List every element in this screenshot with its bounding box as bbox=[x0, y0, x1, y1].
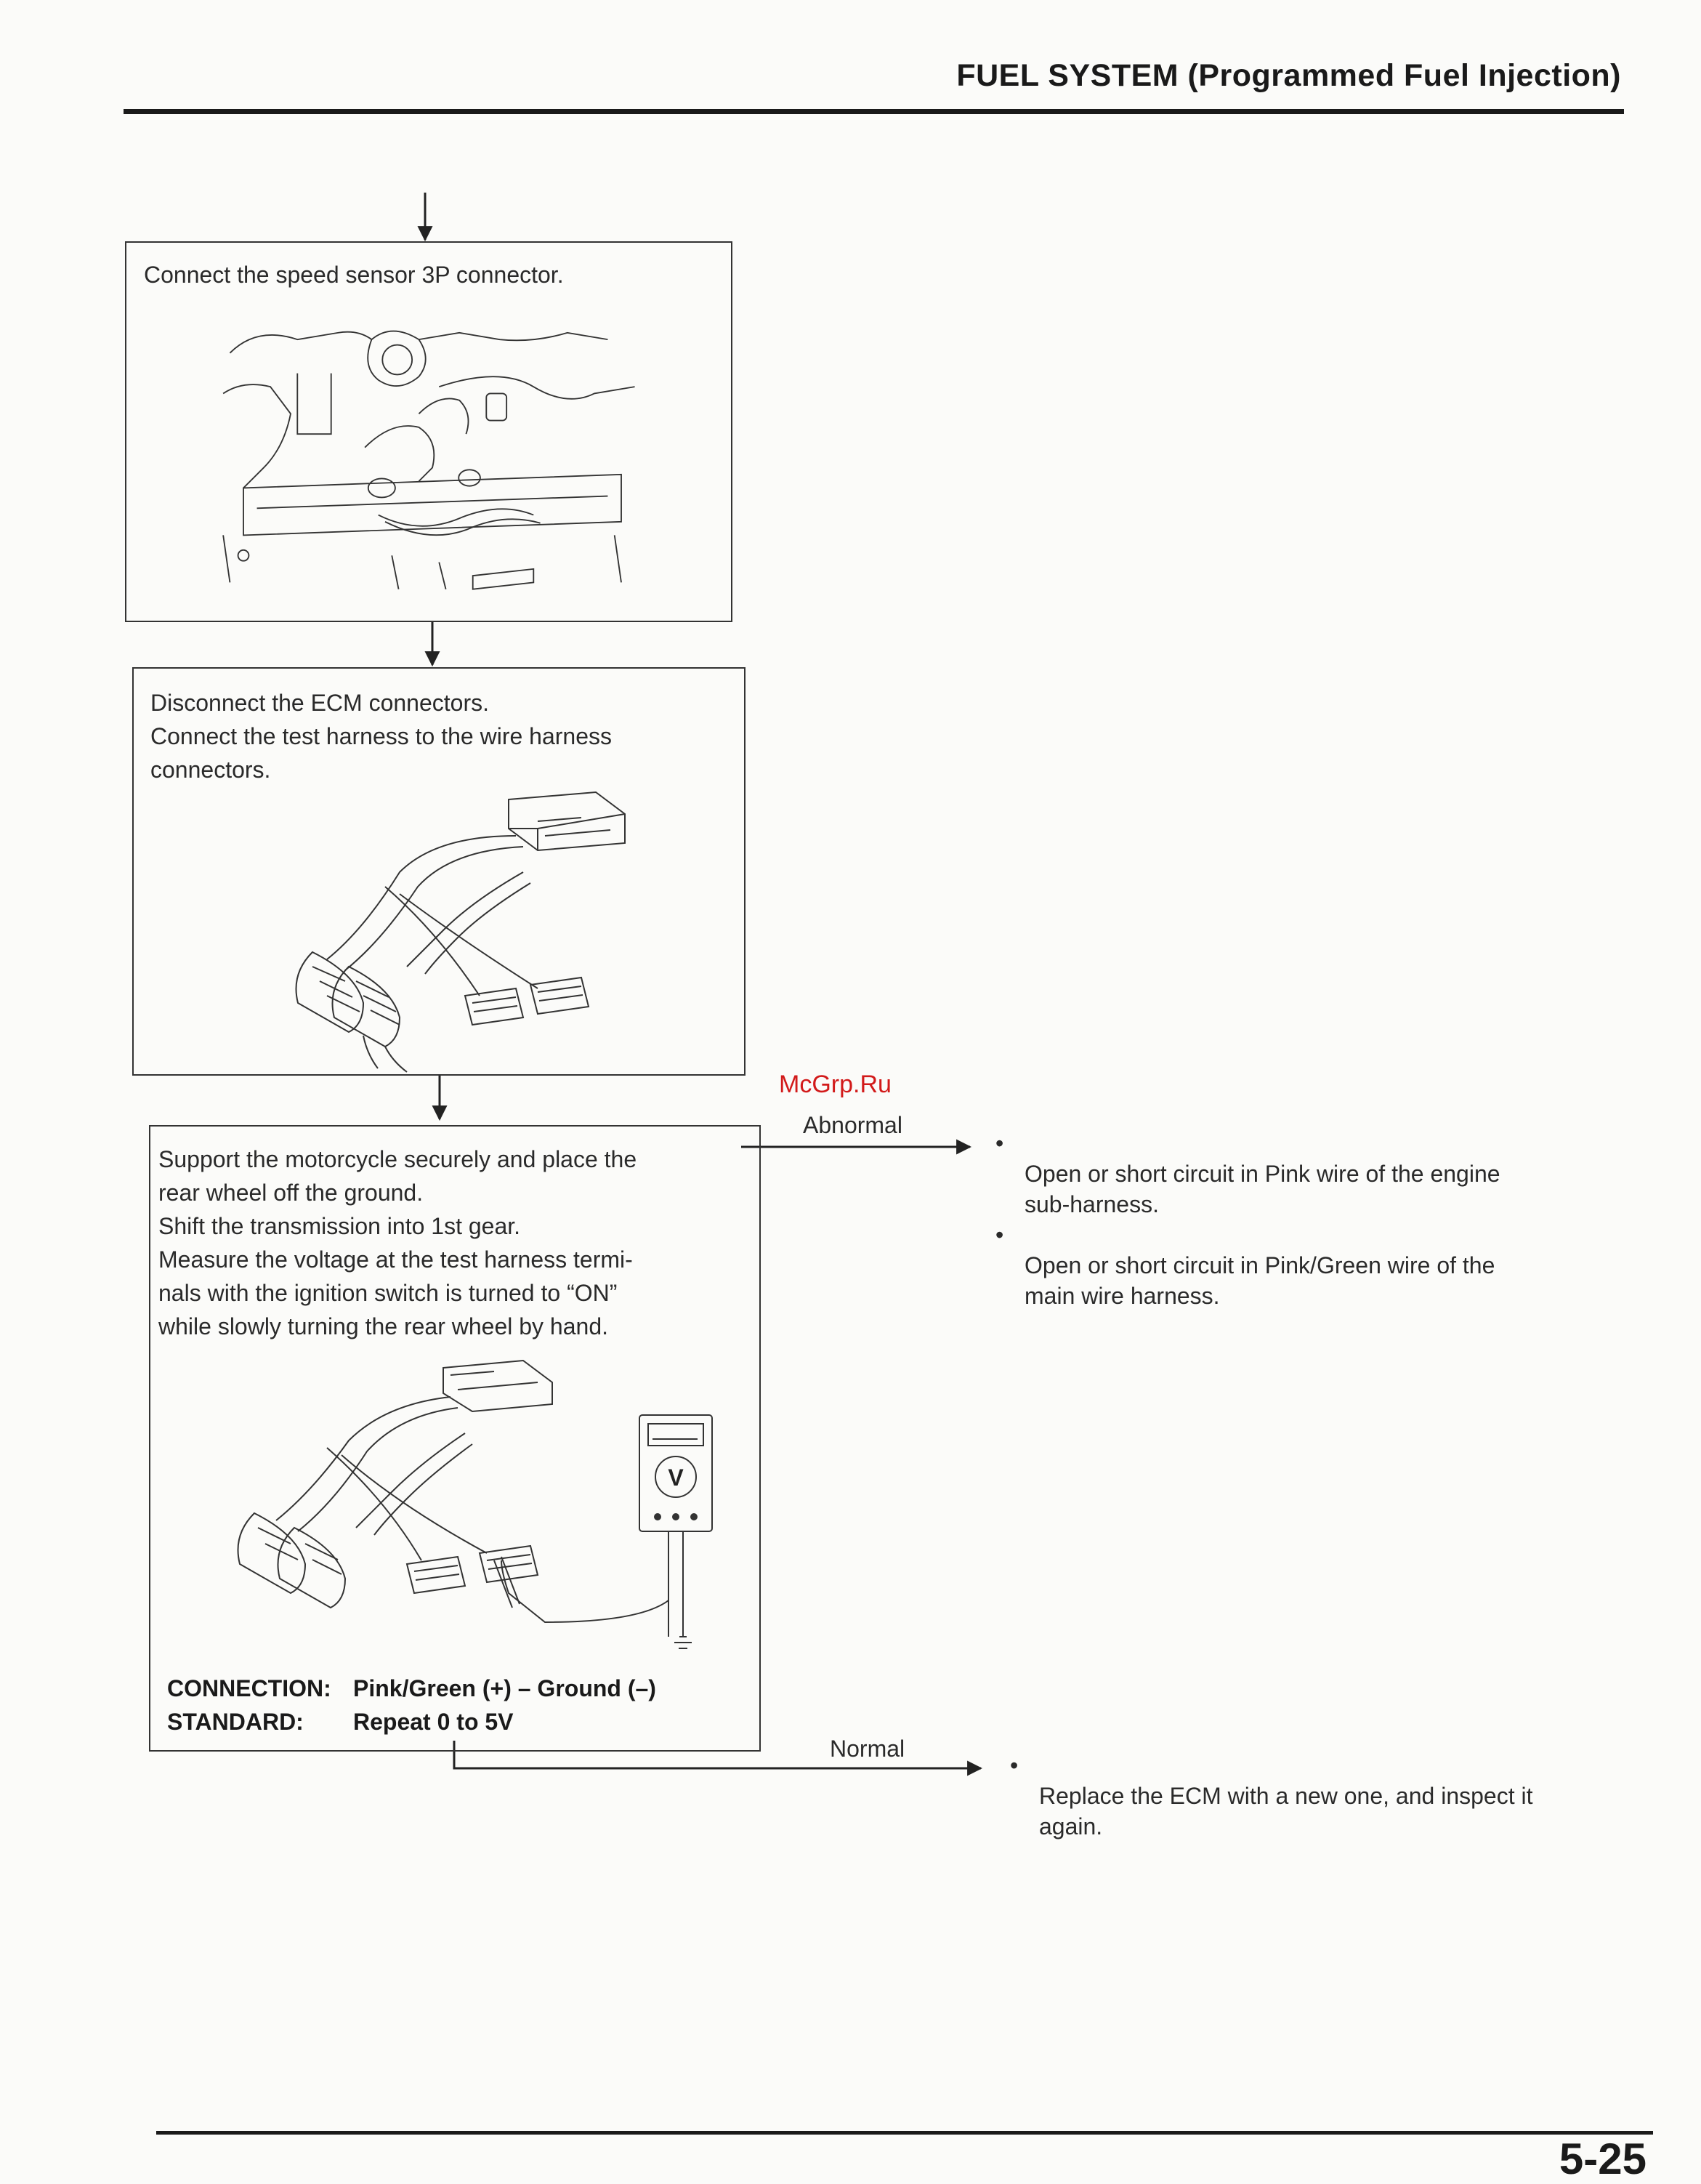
voltage-measurement-illustration bbox=[203, 1353, 727, 1659]
meter-v-symbol: V bbox=[668, 1464, 684, 1491]
normal-label: Normal bbox=[830, 1736, 905, 1762]
standard-value: Repeat 0 to 5V bbox=[353, 1709, 514, 1735]
test-harness-illustration bbox=[218, 785, 683, 1076]
abnormal-result-2: Open or short circuit in Pink/Green wire of the main wire harness. bbox=[1025, 1252, 1495, 1309]
list-item bbox=[1010, 1750, 1628, 1842]
footer-rule bbox=[156, 2131, 1653, 2135]
step-3-text: Support the motorcycle securely and place the rear wheel off the ground. Shift the transmission into 1st gear. Measure the voltage at the test harness termi- nals with the ignition switch is turned to “ON” while slowly turning the rear wheel by hand. bbox=[158, 1146, 637, 1339]
page-number: 5-25 bbox=[1559, 2135, 1647, 2183]
bullet-icon: • bbox=[1010, 1752, 1019, 1778]
bullet-icon: • bbox=[995, 1222, 1004, 1248]
list-item bbox=[995, 1128, 1613, 1220]
bullet-icon: • bbox=[995, 1130, 1004, 1156]
abnormal-result-1: Open or short circuit in Pink wire of the engine sub-harness. bbox=[1025, 1161, 1500, 1217]
normal-results bbox=[1010, 1750, 1628, 1842]
connection-value: Pink/Green (+) – Ground (–) bbox=[353, 1675, 656, 1701]
connection-label: CONNECTION: bbox=[167, 1675, 331, 1701]
standard-spec bbox=[167, 1705, 734, 1738]
normal-result-1: Replace the ECM with a new one, and inspect it again. bbox=[1039, 1783, 1533, 1840]
standard-label: STANDARD: bbox=[167, 1709, 304, 1735]
abnormal-results bbox=[995, 1128, 1613, 1311]
watermark: McGrp.Ru bbox=[779, 1071, 892, 1098]
step-2-text: Disconnect the ECM connectors. Connect the test harness to the wire harness connectors. bbox=[150, 690, 613, 783]
page-header-title: FUEL SYSTEM (Programmed Fuel Injection) bbox=[956, 58, 1621, 93]
list-item bbox=[995, 1220, 1613, 1311]
speed-sensor-illustration bbox=[211, 313, 654, 596]
connection-spec bbox=[167, 1672, 734, 1705]
abnormal-label: Abnormal bbox=[803, 1112, 902, 1138]
step-1-text: Connect the speed sensor 3P connector. bbox=[144, 262, 564, 288]
